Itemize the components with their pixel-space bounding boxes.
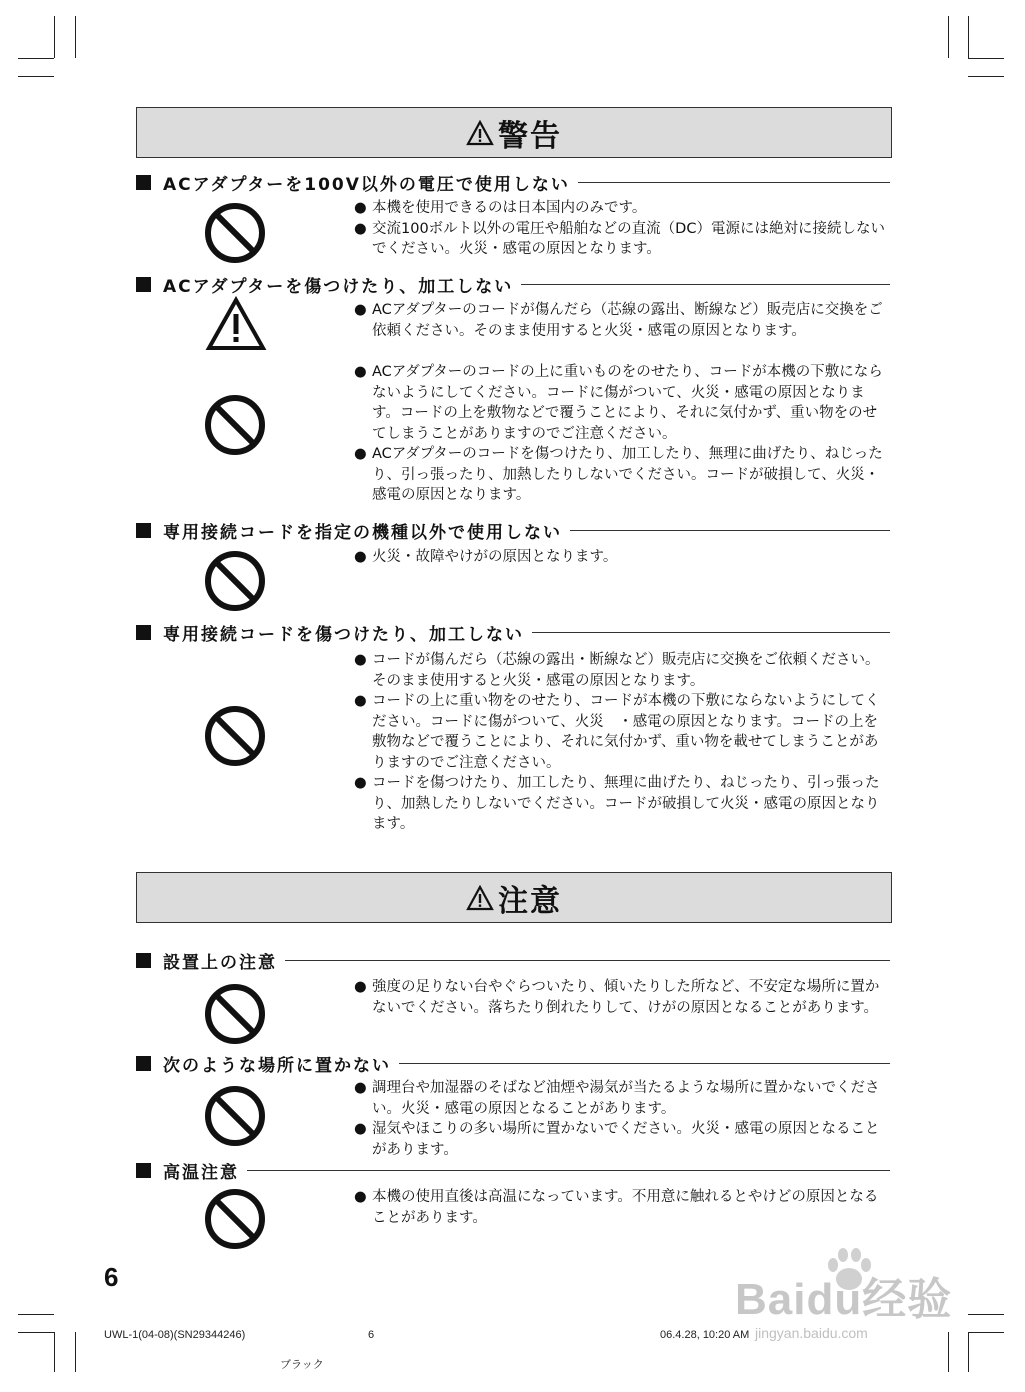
section-heading (136, 1051, 890, 1075)
crop-mark (75, 16, 76, 58)
prohibition-icon (204, 983, 266, 1045)
section-heading-text: 専用接続コードを指定の機種以外で使用しない (163, 522, 562, 543)
caution-title: 注意 (498, 883, 562, 919)
footer-file-info: UWL-1(04-08)(SN29344246) (104, 1329, 246, 1341)
prohibition-icon (204, 705, 266, 767)
prohibition-icon (204, 1085, 266, 1147)
prohibition-icon (204, 394, 266, 456)
prohibition-icon (204, 1188, 266, 1250)
warning-banner (136, 107, 892, 158)
bullet-item: ● 本機の使用直後は高温になっています。不用意に触れるとやけどの原因となることがあります。 (354, 1187, 890, 1228)
bullet-list (354, 300, 890, 341)
crop-mark (18, 76, 54, 77)
bullet-item: ● 強度の足りない台やぐらついたり、傾いたりした所など、不安定な場所に置かないでください。落ちたり倒れたりして、けがの原因となることがあります。 (354, 977, 890, 1018)
section-heading (136, 620, 890, 644)
crop-mark (54, 1332, 55, 1372)
baidu-watermark (735, 1245, 975, 1350)
bullet-item: ● 火災・故障やけがの原因となります。 (354, 547, 890, 568)
bullet-list (354, 362, 890, 506)
bullet-item: ● ACアダプターのコードが傷んだら（芯線の露出、断線など）販売店に交換をご依頼ください。そのまま使用すると火災・感電の原因となります。 (354, 300, 890, 341)
crop-mark (18, 1332, 54, 1333)
crop-mark (18, 1314, 54, 1315)
prohibition-icon (204, 550, 266, 612)
section-heading (136, 1158, 890, 1182)
bullet-item: ● 本機を使用できるのは日本国内のみです。 (354, 198, 890, 219)
bullet-item: ● ACアダプターのコードを傷つけたり、加工したり、無理に曲げたり、ねじったり、引っ張ったり、加熱したりしないでください。コードが破損して、火災・感電の原因となります。 (354, 444, 890, 506)
crop-mark (54, 16, 55, 58)
section-heading-text: ACアダプターを傷つけたり、加工しない (163, 276, 514, 297)
caution-triangle-icon (205, 296, 267, 352)
section-heading-text: 次のような場所に置かない (163, 1055, 391, 1076)
warning-title: 警告 (498, 118, 562, 154)
warning-triangle-icon (466, 120, 494, 146)
crop-mark (75, 1332, 76, 1372)
watermark-logo: Baidu经验 (735, 1275, 953, 1324)
footer-page: 6 (368, 1329, 375, 1341)
section-heading-text: 専用接続コードを傷つけたり、加工しない (163, 624, 524, 645)
bullet-list (354, 547, 890, 568)
bullet-item: ● 交流100ボルト以外の電圧や船舶などの直流（DC）電源には絶対に接続しないでください。火災・感電の原因となります。 (354, 219, 890, 260)
crop-mark (968, 16, 969, 58)
section-heading (136, 272, 890, 296)
warning-triangle-icon (466, 885, 494, 911)
crop-mark (968, 76, 1004, 77)
section-heading-text: 設置上の注意 (163, 952, 277, 973)
bullet-item: ● ACアダプターのコードの上に重いものをのせたり、コードが本機の下敷にならないようにしてください。コードに傷がついて、火災・感電の原因となります。コードの上を敷物などで覆うことにより、それに気付かず、重い物をのせてしまうことがありますのでご注意ください。 (354, 362, 890, 444)
section-heading (136, 518, 890, 542)
section-heading (136, 948, 890, 972)
crop-mark (968, 58, 1004, 59)
bullet-list (354, 198, 890, 260)
bullet-list (354, 1078, 890, 1160)
caution-banner (136, 872, 892, 923)
crop-mark (18, 58, 54, 59)
footer-timestamp: 06.4.28, 10:20 AM (660, 1329, 750, 1341)
bullet-item: ● コードの上に重い物をのせたり、コードが本機の下敷にならないようにしてください。コードに傷がついて、火災 ・感電の原因となります。コードの上を敷物などで覆うことにより、それに気付かず、重い物を載せてしまうことがありますのでご注意ください。 (354, 691, 890, 773)
section-heading-text: ACアダプターを100V以外の電圧で使用しない (163, 174, 570, 195)
bullet-item: ● 調理台や加湿器のそばなど油煙や湯気が当たるような場所に置かないでください。火災・感電の原因となることがあります。 (354, 1078, 890, 1119)
prohibition-icon (204, 202, 266, 264)
page-number: 6 (104, 1262, 119, 1292)
bullet-list (354, 977, 890, 1018)
section-heading-text: 高温注意 (163, 1162, 239, 1183)
bullet-list (354, 1187, 890, 1228)
watermark-url: jingyan.baidu.com (755, 1325, 868, 1341)
bullet-item: ● 湿気やほこりの多い場所に置かないでください。火災・感電の原因となることがあります。 (354, 1119, 890, 1160)
footer-color-label: ブラック (280, 1359, 324, 1371)
bullet-item: ● コードを傷つけたり、加工したり、無理に曲げたり、ねじったり、引っ張ったり、加熱したりしないでください。コードが破損して火災・感電の原因となります。 (354, 773, 890, 835)
section-heading (136, 170, 890, 194)
bullet-list (354, 650, 890, 835)
bullet-item: ● コードが傷んだら（芯線の露出・断線など）販売店に交換をご依頼ください。そのまま使用すると火災・感電の原因となります。 (354, 650, 890, 691)
crop-mark (948, 16, 949, 58)
